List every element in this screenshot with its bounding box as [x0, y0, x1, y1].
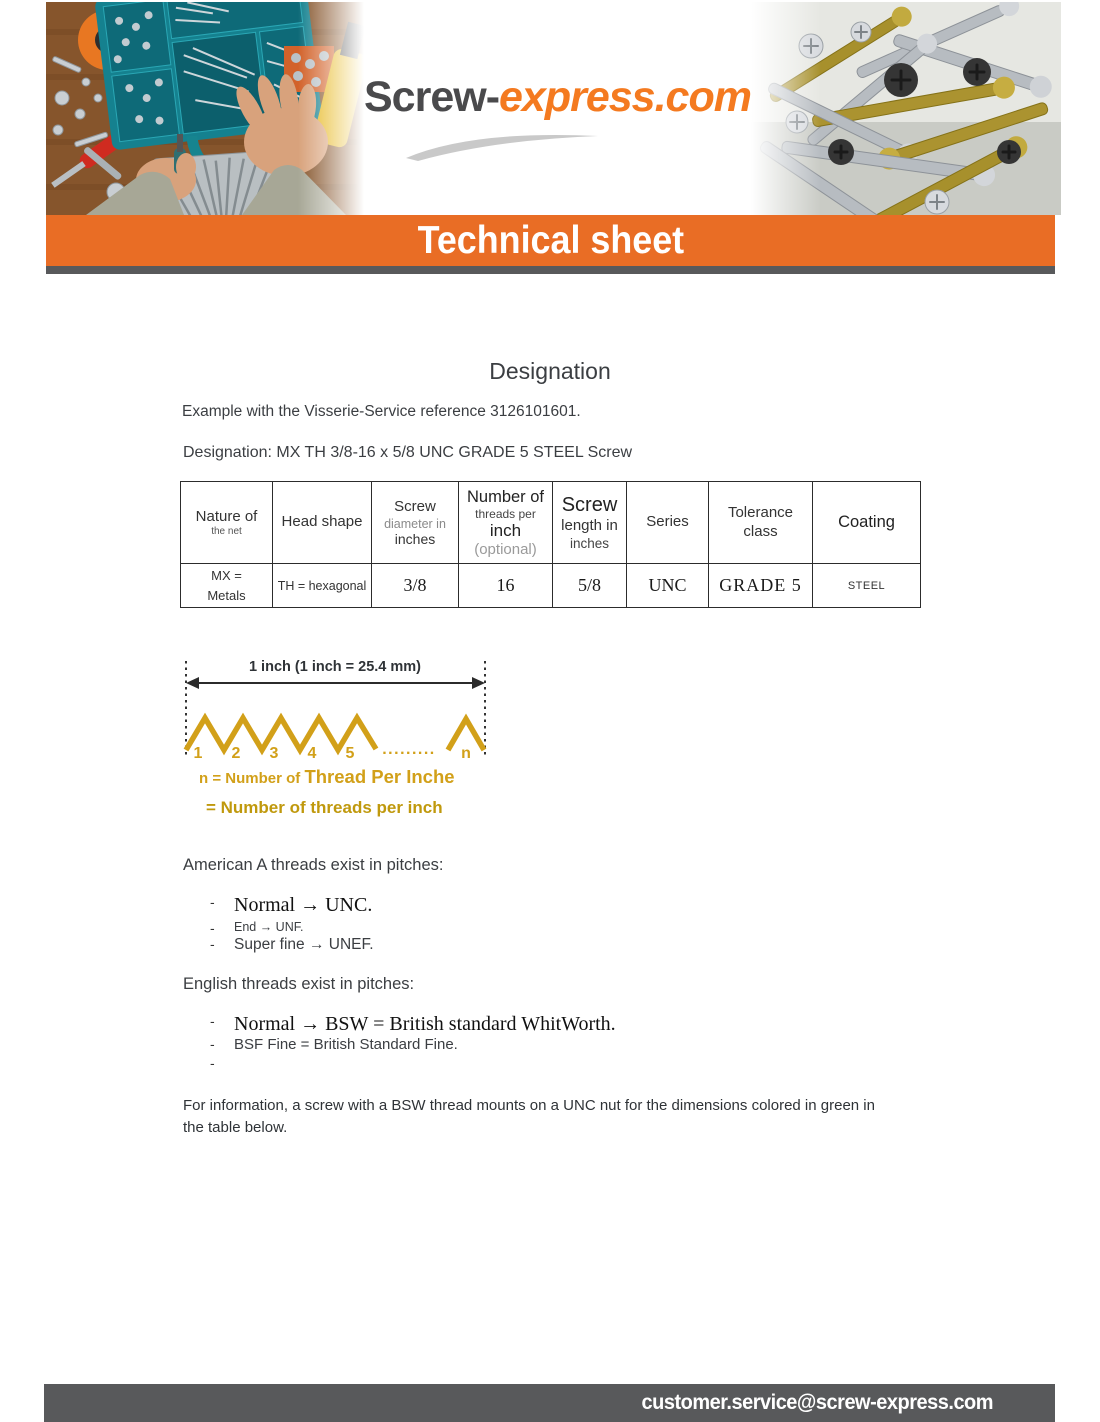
table-header-row	[181, 482, 921, 564]
logo-text-gray: Screw-	[364, 73, 500, 121]
header	[46, 2, 1055, 215]
thread-number-3: 3	[269, 745, 279, 762]
workbench-photo	[46, 2, 364, 215]
list-item: - Super fine → UNEF.	[210, 936, 374, 953]
cell-diameter: 3/8	[372, 564, 459, 608]
logo-swoosh-icon	[402, 128, 602, 162]
screws-pile-photo	[751, 2, 1061, 215]
list-item: - Normal → UNC.	[210, 894, 373, 916]
diagram-caption: = Number of threads per inch	[206, 798, 443, 817]
page-title: Designation	[489, 358, 611, 384]
screws-pile-photo-art	[751, 2, 1061, 215]
inch-dimension-label: 1 inch (1 inch = 25.4 mm)	[248, 659, 422, 675]
list-item: - BSF Fine = British Standard Fine.	[210, 1036, 458, 1053]
thread-number-n: n	[461, 745, 471, 762]
title-banner	[46, 215, 1055, 266]
designation-table	[180, 481, 921, 608]
list-item: - Normal → BSW = British standard WhitWorth.	[210, 1013, 616, 1035]
cell-nature: MX = Metals	[181, 564, 273, 608]
thread-number-1: 1	[193, 745, 203, 762]
col-header-diameter: Screw diameter in inches	[372, 482, 459, 564]
list-item: - End → UNF.	[210, 920, 304, 936]
thread-number-5: 5	[345, 745, 355, 762]
cell-threads: 16	[459, 564, 553, 608]
example-line: Example with the Visserie-Service reference 3126101601.	[182, 403, 581, 420]
diagram-caption-bold: n = Number of Thread Per Inche	[199, 766, 455, 787]
thread-diagram-art	[183, 655, 503, 765]
thread-number-4: 4	[307, 745, 317, 762]
cell-head-shape: TH = hexagonal	[273, 564, 372, 608]
col-header-nature: Nature of the net	[181, 482, 273, 564]
cell-length: 5/8	[553, 564, 627, 608]
banner-title: Technical sheet	[417, 218, 684, 262]
col-header-head-shape: Head shape	[273, 482, 372, 564]
col-header-series: Series	[627, 482, 709, 564]
logo-text	[364, 73, 751, 122]
thread-dots: .........	[382, 741, 436, 758]
thread-diagram	[183, 655, 503, 765]
logo-text-orange: express.com	[499, 73, 751, 121]
table-row	[181, 564, 921, 608]
cell-tolerance: GRADE 5	[709, 564, 813, 608]
logo	[364, 2, 751, 215]
english-threads-heading: English threads exist in pitches:	[183, 975, 415, 993]
cell-series: UNC	[627, 564, 709, 608]
info-note: For information, a screw with a BSW thread mounts on a UNC nut for the dimensions colored in green in the table below.	[183, 1097, 875, 1136]
col-header-threads: Number of threads per inch (optional)	[459, 482, 553, 564]
thread-number-2: 2	[231, 745, 241, 762]
col-header-length: Screw length in inches	[553, 482, 627, 564]
workbench-photo-art	[46, 2, 364, 215]
footer-bar	[44, 1384, 1055, 1422]
list-item-empty: -	[210, 1055, 215, 1071]
contact-email: customer.service@screw-express.com	[641, 1391, 993, 1414]
designation-line: Designation: MX TH 3/8-16 x 5/8 UNC GRADE 5 STEEL Screw	[183, 444, 633, 461]
cell-coating: STEEL	[813, 564, 921, 608]
col-header-tolerance: Tolerance class	[709, 482, 813, 564]
header-divider	[46, 266, 1055, 274]
col-header-coating: Coating	[813, 482, 921, 564]
american-threads-heading: American A threads exist in pitches:	[183, 856, 444, 874]
